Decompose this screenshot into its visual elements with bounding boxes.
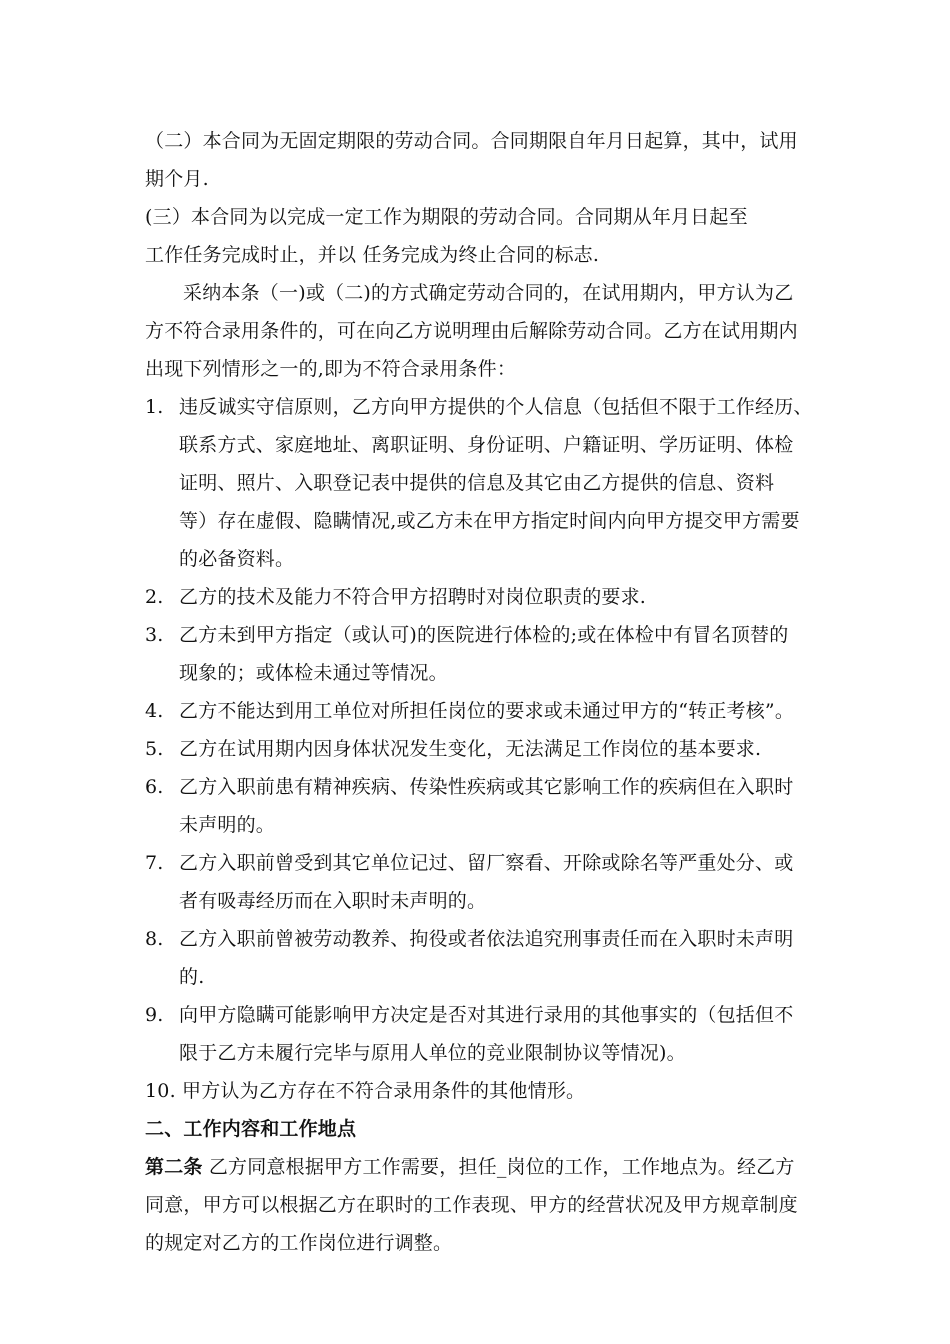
list-item-10: 10. 甲方认为乙方存在不符合录用条件的其他情形。	[145, 1080, 586, 1102]
list-item-line	[145, 920, 810, 958]
clause-2-line-2: 期个月.	[145, 168, 209, 190]
list-item-line	[145, 958, 810, 996]
list-item-line	[145, 768, 810, 806]
clause-3-line-2: 工作任务完成时止，并以 任务完成为终止合同的标志.	[145, 244, 600, 266]
list-item-line	[145, 578, 810, 616]
list-item-text: 乙方在试用期内因身体状况发生变化，无法满足工作岗位的基本要求.	[179, 738, 762, 760]
list-item-line	[145, 464, 810, 502]
list-item-line	[145, 426, 810, 464]
list-item-line	[145, 806, 810, 844]
list-item-number	[145, 806, 179, 844]
list-item-line	[145, 844, 810, 882]
intro-line-1: 采纳本条（一)或（二)的方式确定劳动合同的，在试用期内，甲方认为乙	[183, 282, 794, 304]
list-item-number: 3.	[145, 624, 164, 646]
list-item-text: 现象的；或体检未通过等情况。	[179, 662, 448, 684]
list-item-number: 8.	[145, 928, 164, 950]
list-item-number	[145, 958, 179, 996]
list-item-number	[145, 1034, 179, 1072]
list-item-number	[145, 464, 179, 502]
article-2-line-2: 同意，甲方可以根据乙方在职时的工作表现、甲方的经营状况及甲方规章制度	[145, 1194, 798, 1216]
list-item-line	[145, 1034, 810, 1072]
list-item-line	[145, 616, 810, 654]
list-item-number	[145, 882, 179, 920]
list-item-number	[145, 426, 179, 464]
article-2-text: 乙方同意根据甲方工作需要，担任_岗位的工作，工作地点为。经乙方	[202, 1156, 795, 1178]
list-item-line	[145, 540, 810, 578]
list-item-line	[145, 654, 810, 692]
article-2-line-3: 的规定对乙方的工作岗位进行调整。	[145, 1232, 453, 1254]
intro-line-3: 出现下列情形之一的,即为不符合录用条件：	[145, 358, 517, 380]
list-item-text: 乙方未到甲方指定（或认可)的医院进行体检的;或在体检中有冒名顶替的	[179, 624, 789, 646]
article-2-line-1	[145, 1148, 810, 1186]
list-item-text: 的.	[179, 966, 205, 988]
clause-3-line-1: (三）本合同为以完成一定工作为期限的劳动合同。合同期从年月日起至	[145, 206, 748, 228]
list-item-text: 乙方入职前患有精神疾病、传染性疾病或其它影响工作的疾病但在入职时	[179, 776, 794, 798]
article-label: 第二条	[145, 1156, 203, 1178]
clause-2-line-1: （二）本合同为无固定期限的劳动合同。合同期限自年月日起算，其中，试用	[145, 130, 798, 152]
list-item-number: 5.	[145, 738, 164, 760]
list-item-text: 未声明的。	[179, 814, 276, 836]
list-item-text: 限于乙方未履行完毕与原用人单位的竞业限制协议等情况)。	[179, 1042, 686, 1064]
list-item-line	[145, 730, 810, 768]
list-item-number	[145, 540, 179, 578]
condition-list	[145, 388, 813, 1072]
list-item-line	[145, 692, 810, 730]
list-item-text: 证明、照片、入职登记表中提供的信息及其它由乙方提供的信息、资料	[179, 472, 775, 494]
list-item-text: 等）存在虚假、隐瞒情况,或乙方未在甲方指定时间内向甲方提交甲方需要	[179, 510, 800, 532]
list-item-text: 向甲方隐瞒可能影响甲方决定是否对其进行录用的其他事实的（包括但不	[179, 1004, 794, 1026]
list-item-line	[145, 502, 810, 540]
list-item-number: 9.	[145, 1004, 164, 1026]
list-item-text: 乙方的技术及能力不符合甲方招聘时对岗位职责的要求.	[179, 586, 647, 608]
list-item-text: 的必备资料。	[179, 548, 295, 570]
intro-line-2: 方不符合录用条件的，可在向乙方说明理由后解除劳动合同。乙方在试用期内	[145, 320, 798, 342]
list-item-number: 1.	[145, 396, 164, 418]
list-item-number: 7.	[145, 852, 164, 874]
list-item-line	[145, 996, 810, 1034]
list-item-text: 联系方式、家庭地址、离职证明、身份证明、户籍证明、学历证明、体检	[179, 434, 794, 456]
list-item-line	[145, 388, 813, 426]
list-item-number: 4.	[145, 700, 164, 722]
list-item-text: 乙方不能达到用工单位对所担任岗位的要求或未通过甲方的“转正考核”。	[179, 700, 795, 722]
list-item-text: 者有吸毒经历而在入职时未声明的。	[179, 890, 487, 912]
list-item-number: 2.	[145, 586, 164, 608]
list-item-text: 违反诚实守信原则，乙方向甲方提供的个人信息（包括但不限于工作经历、	[179, 396, 813, 418]
section-heading: 二、工作内容和工作地点	[145, 1118, 357, 1140]
list-item-number	[145, 502, 179, 540]
list-item-number: 6.	[145, 776, 164, 798]
list-item-number	[145, 654, 179, 692]
list-item-line	[145, 882, 810, 920]
list-item-text: 乙方入职前曾被劳动教养、拘役或者依法追究刑事责任而在入职时未声明	[179, 928, 794, 950]
document-page	[145, 122, 813, 1262]
list-item-text: 乙方入职前曾受到其它单位记过、留厂察看、开除或除名等严重处分、或	[179, 852, 794, 874]
